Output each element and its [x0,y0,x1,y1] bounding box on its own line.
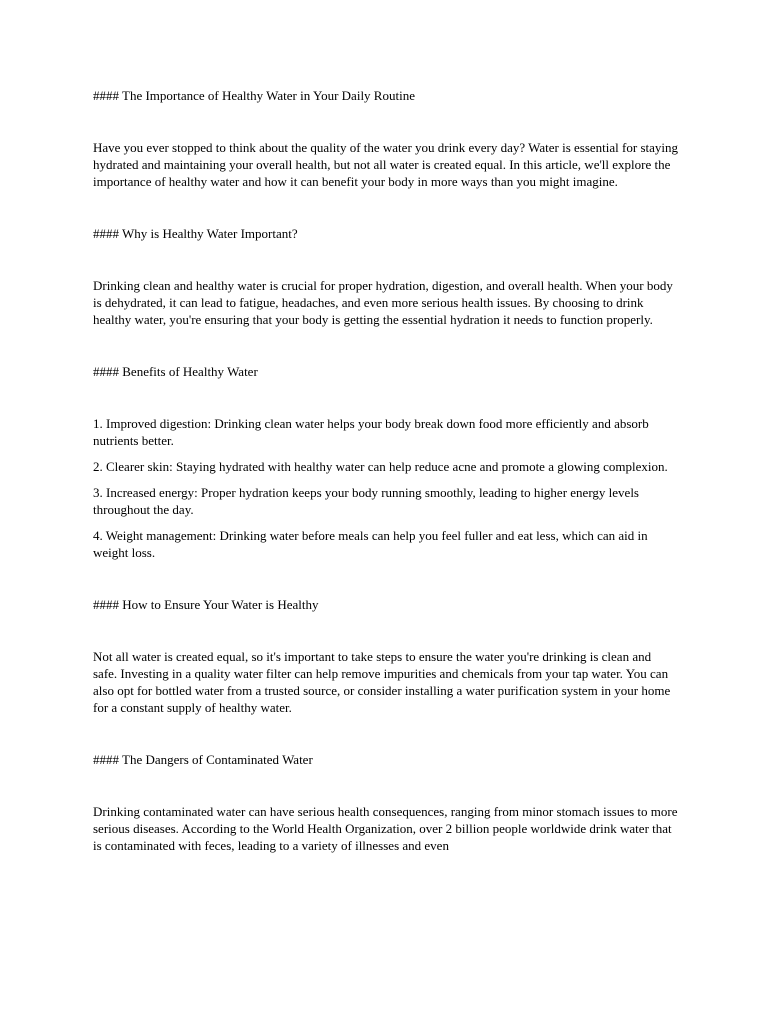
document-page [93,87,678,854]
section-paragraph: Drinking contaminated water can have serious health consequences, ranging from minor stomach issues to more serious diseases. According to the World Health Organization, over 2 billion people worldwide drink water that is contaminated with feces, leading to a variety of illnesses and even [93,804,678,853]
section-heading: #### The Dangers of Contaminated Water [93,752,313,767]
section-importance [93,87,678,225]
list-item: 4. Weight management: Drinking water before meals can help you feel fuller and eat less, which can aid in weight loss. [93,528,648,560]
list-item: 3. Increased energy: Proper hydration keeps your body running smoothly, leading to higher energy levels throughout the day. [93,485,639,517]
section-dangers [93,751,678,854]
section-why-important [93,225,678,363]
section-heading: #### Benefits of Healthy Water [93,364,258,379]
section-heading: #### Why is Healthy Water Important? [93,226,298,241]
section-heading: #### The Importance of Healthy Water in Your Daily Routine [93,88,415,103]
section-paragraph: Drinking clean and healthy water is crucial for proper hydration, digestion, and overall health. When your body is dehydrated, it can lead to fatigue, headaches, and even more serious health issues. By choosing to drink healthy water, you're ensuring that your body is getting the essential hydration it needs to function properly. [93,278,673,327]
section-how-to-ensure [93,596,678,751]
section-paragraph: Have you ever stopped to think about the quality of the water you drink every day? Water is essential for staying hydrated and maintaining your overall health, but not all water is created equal. In this article, we'll explore the importance of healthy water and how it can benefit your body in more ways than you might imagine. [93,140,678,189]
section-heading: #### How to Ensure Your Water is Healthy [93,597,319,612]
list-item: 2. Clearer skin: Staying hydrated with healthy water can help reduce acne and promote a glowing complexion. [93,459,668,474]
list-item: 1. Improved digestion: Drinking clean water helps your body break down food more efficiently and absorb nutrients better. [93,416,649,448]
section-benefits [93,363,678,596]
benefits-list [93,415,678,561]
section-paragraph: Not all water is created equal, so it's important to take steps to ensure the water you're drinking is clean and safe. Investing in a quality water filter can help remove impurities and chemicals from your tap water. You can also opt for bottled water from a trusted source, or consider installing a water purification system in your home for a constant supply of healthy water. [93,649,671,715]
